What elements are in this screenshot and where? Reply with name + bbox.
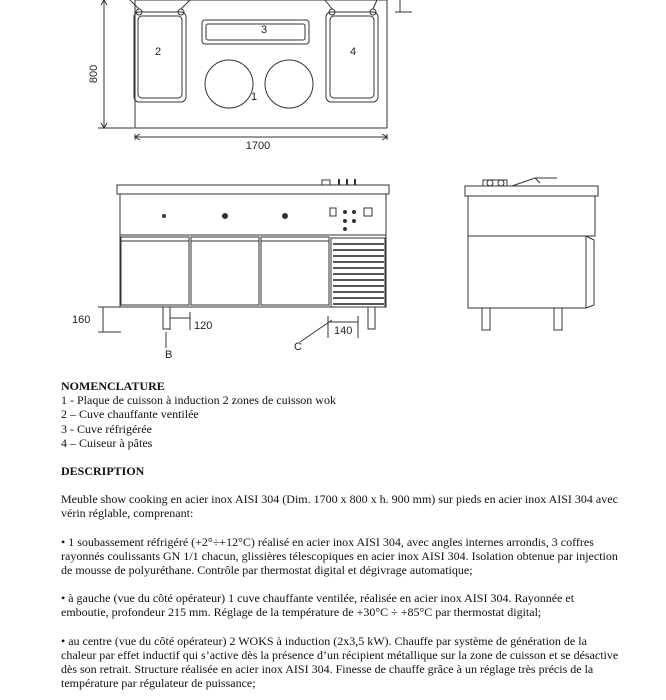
front-elevation	[98, 179, 389, 348]
dim-c: 140	[334, 325, 353, 337]
dim-b: 120	[194, 320, 213, 332]
description-bullet-1: • 1 soubassement réfrigéré (+2°÷+12°C) réalisé en acier inox AISI 304, avec angles internes arrondis, 3 coffres rayonnés coulissants GN 1/1 chacun, glissières télescopiques en acier inox AISI 304. Isolation obtenue par injection de mousse de polyuréthane. Contrôle par thermostat digital et dégivrage automatique;	[61, 534, 618, 578]
description-intro: Meuble show cooking en acier inox AISI 304 (Dim. 1700 x 800 x h. 900 mm) sur pieds en acier inox AISI 304 avec vérin réglable, comprenant:	[61, 492, 618, 521]
label-b: B	[165, 349, 173, 361]
label-c: C	[294, 341, 302, 353]
plan-view	[98, 0, 412, 140]
nomenclature-item-3: 3 - Cuve réfrigérée	[61, 421, 152, 436]
nomenclature-title: NOMENCLATURE	[61, 379, 165, 393]
text-body	[61, 379, 621, 690]
nomenclature-item-2: 2 – Cuve chauffante ventilée	[61, 407, 199, 422]
dim-feet: 160	[72, 314, 91, 326]
description-title: DESCRIPTION	[61, 464, 145, 479]
callout-2: 2	[155, 46, 162, 58]
side-elevation	[465, 178, 598, 330]
description-bullet-3: • au centre (vue du côté opérateur) 2 WOKS à induction (2x3,5 kW). Chauffe par système de génération de la chaleur par effet inductif qui s’active dès la présence d’un récipient métallique sur la zone de cuisson et se désactive dès son retrait. Structure réalisée en acier inox AISI 304. Finesse de chauffe grâce à un réglage très précis de la température par régulateur de puissance;	[61, 633, 619, 691]
dim-depth: 800	[88, 64, 100, 84]
dim-width: 1700	[245, 140, 271, 152]
nomenclature-item-1: 1 - Plaque de cuisson à induction 2 zones de cuisson wok	[61, 393, 336, 408]
description-bullet-2: • à gauche (vue du côté opérateur) 1 cuve chauffante ventilée, réalisée en acier inox AISI 304. Rayonnée et emboutie, profondeur 215 mm. Réglage de la température de +30°C ÷ +85°C par thermostat digital;	[61, 591, 575, 620]
callout-4: 4	[350, 46, 357, 58]
callout-3: 3	[261, 24, 268, 36]
nomenclature-item-4: 4 – Cuiseur à pâtes	[61, 435, 153, 450]
callout-1: 1	[251, 91, 258, 103]
